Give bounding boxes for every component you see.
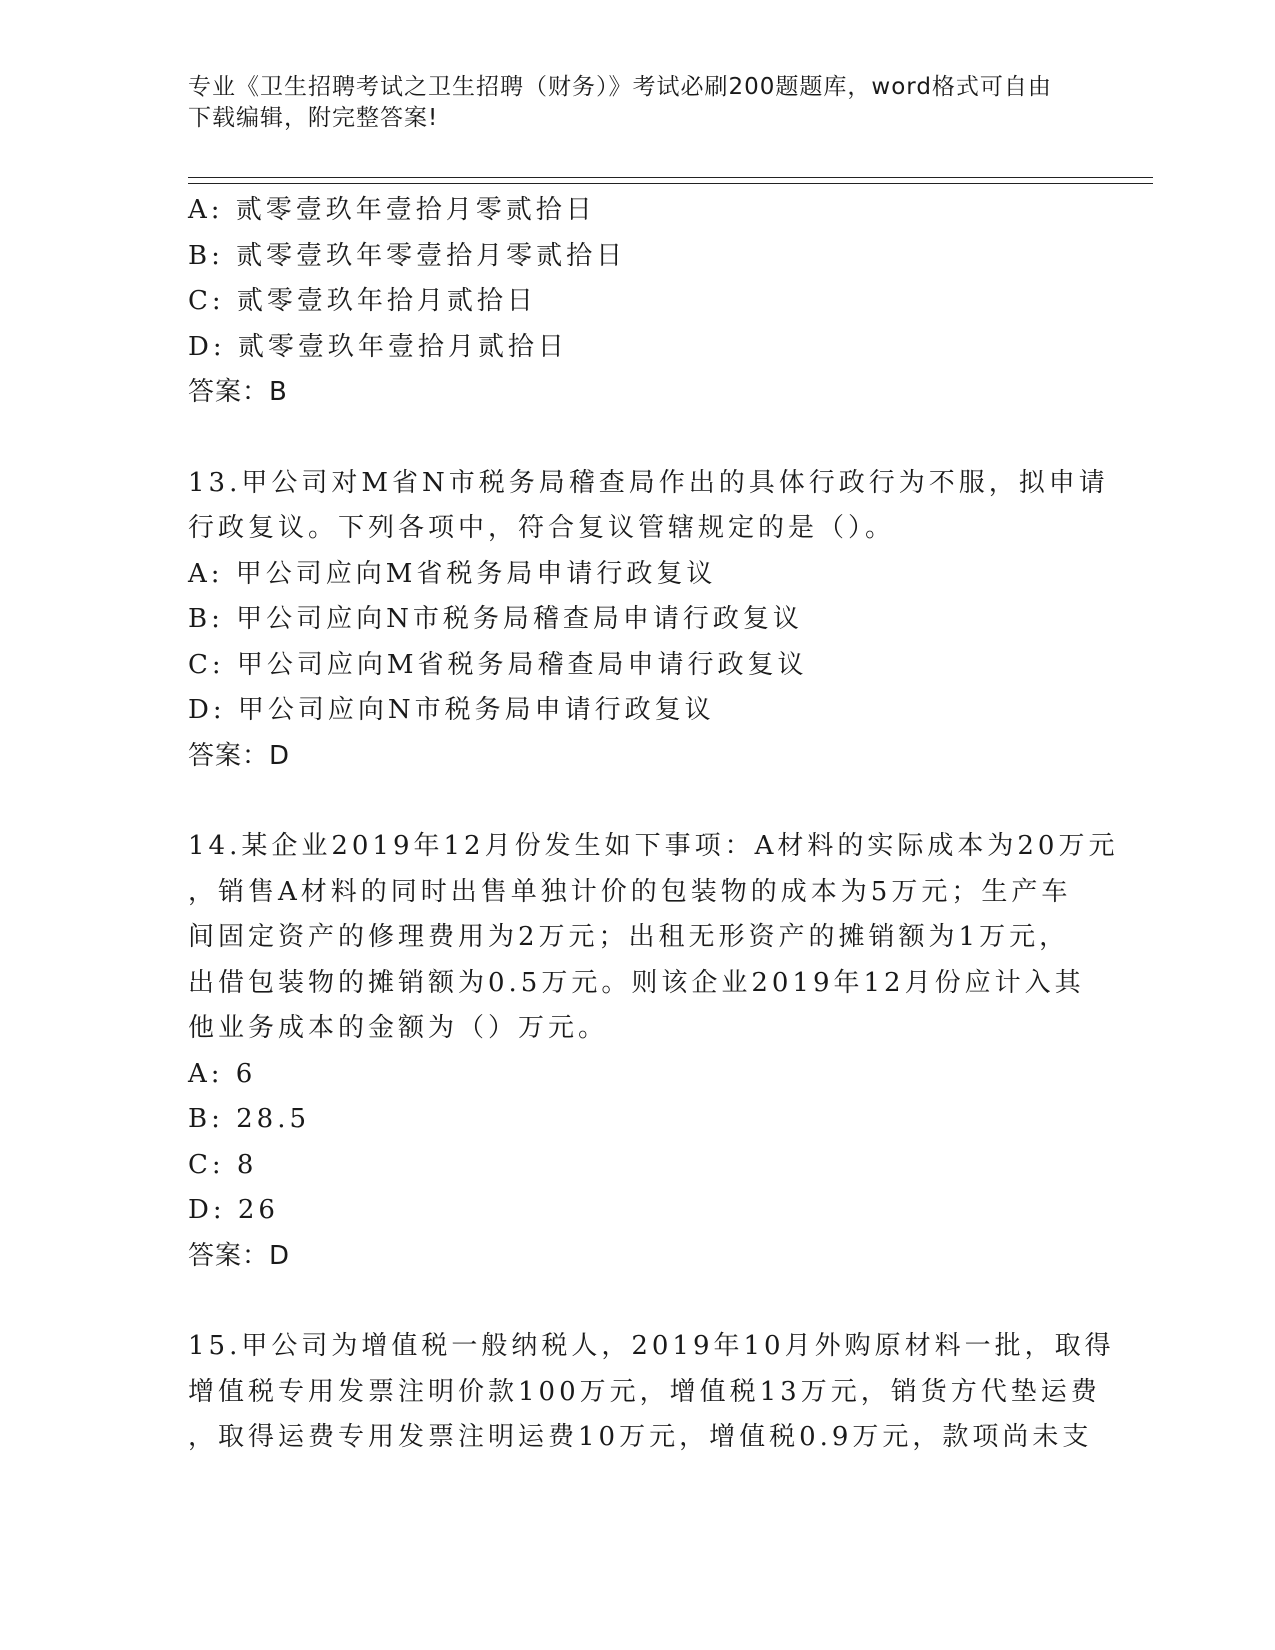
option-c: C: 8 (188, 1149, 258, 1180)
question-13-answer: 答案：D (188, 740, 291, 771)
question-13-text-line-2: 行政复议。下列各项中，符合复议管辖规定的是（）。 (188, 513, 896, 543)
option-b: B: 贰零壹玖年零壹拾月零贰拾日 (188, 240, 627, 271)
question-14-text-line-4: 出借包装物的摊销额为0.5万元。则该企业2019年12月份应计入其 (188, 967, 1085, 998)
question-14 (188, 824, 1119, 1279)
document-intro: 专业《卫生招聘考试之卫生招聘（财务）》考试必刷200题题库，word格式可自由下载编辑，附完整答案! (188, 74, 1052, 131)
spacer (188, 416, 1088, 461)
prev-question-options (188, 188, 1088, 370)
question-15-text-line-3: ，取得运费专用发票注明运费10万元，增值税0.9万元，款项尚未支 (188, 1422, 1093, 1452)
option-d: D: 贰零壹玖年壹拾月贰拾日 (188, 331, 568, 362)
document-body (188, 188, 1119, 1461)
option-b: B: 甲公司应向N市税务局稽查局申请行政复议 (188, 604, 803, 634)
option-a: A: 贰零壹玖年壹拾月零贰拾日 (188, 195, 596, 225)
question-15-text-line-2: 增值税专用发票注明价款100万元，增值税13万元，销货方代垫运费 (188, 1376, 1101, 1407)
header-divider-top (188, 177, 1153, 178)
question-14-text-line-5: 他业务成本的金额为（）万元。 (188, 1013, 609, 1043)
option-c: C: 贰零壹玖年拾月贰拾日 (188, 286, 537, 316)
prev-question-answer: 答案：B (188, 377, 288, 407)
option-b: B: 28.5 (188, 1104, 311, 1134)
option-c: C: 甲公司应向M省税务局稽查局申请行政复议 (188, 649, 808, 680)
header-divider-bottom (188, 183, 1153, 184)
spacer (188, 779, 1088, 824)
question-14-text-line-3: 间固定资产的修理费用为2万元；出租无形资产的摊销额为1万元， (188, 922, 1070, 952)
option-a: A: 6 (188, 1058, 257, 1089)
question-13 (188, 461, 1109, 780)
question-14-text-line-1: 14.某企业2019年12月份发生如下事项：A材料的实际成本为20万元 (188, 831, 1119, 861)
question-15-text-line-1: 15.甲公司为增值税一般纳税人，2019年10月外购原材料一批，取得 (188, 1331, 1115, 1361)
spacer (188, 1279, 1088, 1324)
option-a: A: 甲公司应向M省税务局申请行政复议 (188, 558, 717, 589)
option-d: D: 甲公司应向N市税务局申请行政复议 (188, 695, 715, 725)
question-14-text-line-2: ，销售A材料的同时出售单独计价的包装物的成本为5万元；生产车 (188, 876, 1072, 907)
question-15 (188, 1324, 1115, 1461)
question-14-answer: 答案：D (188, 1240, 291, 1271)
question-13-text-line-1: 13.甲公司对M省N市税务局稽查局作出的具体行政行为不服，拟申请 (188, 467, 1109, 498)
option-d: D: 26 (188, 1195, 279, 1225)
